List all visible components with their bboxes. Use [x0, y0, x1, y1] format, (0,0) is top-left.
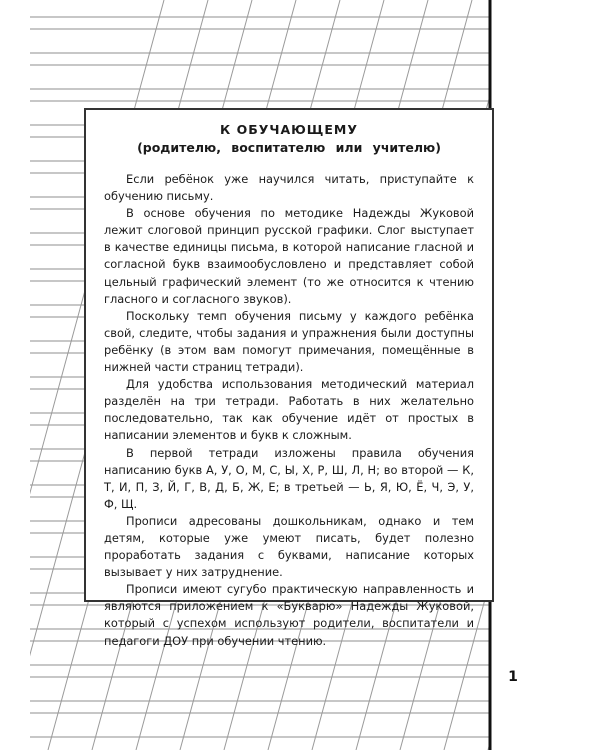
- notice-paragraph-2: В основе обучения по методике Надежды Жуковой лежит слоговой принцип русской графики. Слог выступает в качестве единицы письма, в которой написание гласной и согласной букв взаимообусловлено и представляет собой цельный графический элемент (то же относится к чтению гласного и согласного звуков).: [104, 206, 474, 306]
- slant-line: [576, 0, 600, 750]
- notice-paragraph-7: Прописи имеют сугубо практическую направленность и являются приложением к «Букварю» Надежды Жуковой, который с успехом используют родители, воспитатели и педагоги ДОУ при обучении чтению.: [104, 582, 474, 648]
- notice-paragraph-1: Если ребёнок уже научился читать, приступайте к обучению письму.: [104, 172, 474, 204]
- notice-paragraph-5: В первой тетради изложены правила обучения написанию букв А, У, О, М, С, Ы, Х, Р, Ш, Л, Н; во второй — К, Т, И, П, З, Й, Г, В, Д, Б, Ж, Е; в третьей — Ь, Я, Ю, Ё, Ч, Э, У, Ф, Щ.: [104, 445, 474, 511]
- notice-paragraph-6: Прописи адресованы дошкольникам, однако и тем детям, которые уже умеют писать, будет полезно проработать задания с буквами, написание которых вызывает у них затруднение.: [104, 513, 474, 580]
- page-number: 1: [508, 669, 518, 685]
- notice-subtitle: (родителю, воспитателю или учителю): [137, 140, 441, 155]
- slant-line: [532, 0, 600, 750]
- notice-title: К ОБУЧАЮЩЕМУ: [220, 122, 358, 137]
- slant-line: [488, 0, 600, 750]
- notice-paragraph-4: Для удобства использования методический материал разделён на три тетради. Работать в них желательно последовательно, так как обучение идёт от простых в написании элементов и букв к сложным.: [104, 377, 474, 443]
- notice-box: [84, 108, 494, 648]
- notice-paragraph-3: Поскольку темп обучения письму у каждого ребёнка свой, следите, чтобы задания и упражнения были доступны ребёнку (в этом вам помогут примечания, помещённые в нижней части страниц тетради).: [104, 308, 474, 375]
